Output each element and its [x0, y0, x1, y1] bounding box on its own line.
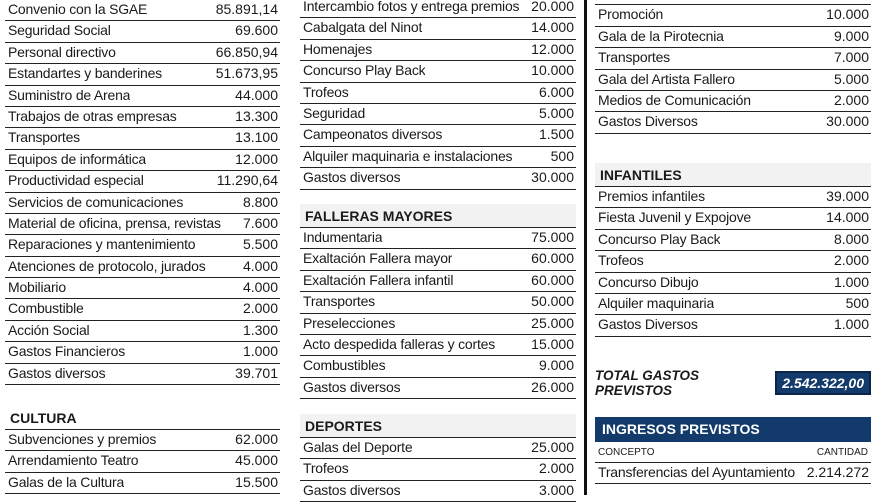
- total-gastos: [595, 368, 871, 398]
- cultura-rows: [5, 430, 280, 494]
- row-value: 7.600: [242, 214, 278, 231]
- row-value: 60.000: [531, 250, 574, 267]
- row-label: Campeonatos diversos: [303, 126, 443, 143]
- table-row: [5, 235, 280, 256]
- row-value: 2.214.272: [806, 463, 869, 480]
- row-value: 45.000: [235, 452, 278, 469]
- table-row: [5, 107, 280, 128]
- table-row: [300, 314, 576, 335]
- table-row: [300, 228, 576, 249]
- table-row: [595, 5, 871, 26]
- table-row: [300, 18, 576, 39]
- table-row: [5, 364, 280, 385]
- row-value: 15.500: [235, 473, 278, 490]
- row-value: 1.000: [242, 343, 278, 360]
- table-row: [300, 125, 576, 146]
- table-row: [300, 40, 576, 61]
- table-row: [300, 356, 576, 377]
- row-label: Exaltación Fallera infantil: [303, 271, 454, 288]
- row-value: 3.000: [538, 481, 574, 498]
- row-label: Intercambio fotos y entrega premios: [303, 0, 520, 14]
- row-label: Transferencias del Ayuntamiento: [598, 463, 795, 480]
- row-value: 25.000: [531, 314, 574, 331]
- row-label: Personal directivo: [8, 43, 116, 60]
- row-label: Premios infantiles: [598, 187, 705, 204]
- row-label: Atenciones de protocolo, jurados: [8, 257, 206, 274]
- table-row: [5, 193, 280, 214]
- row-label: Promoción: [598, 6, 664, 23]
- table-row: [300, 104, 576, 125]
- table-row: [595, 187, 871, 208]
- row-value: 8.000: [833, 230, 869, 247]
- row-value: 13.100: [235, 129, 278, 146]
- table-row: [595, 48, 871, 69]
- table-row: [300, 249, 576, 270]
- row-label: Concurso Play Back: [303, 62, 426, 79]
- table-row: [5, 0, 280, 21]
- row-value: 20.000: [531, 0, 574, 14]
- table-row: [5, 257, 280, 278]
- header-cantidad: CANTIDAD: [816, 447, 868, 458]
- table-row: [595, 315, 871, 336]
- row-value: 50.000: [531, 293, 574, 310]
- row-label: Reparaciones y mantenimiento: [8, 236, 196, 253]
- table-row: [595, 273, 871, 294]
- table-row: [5, 43, 280, 64]
- row-value: 2.000: [242, 300, 278, 317]
- row-label: Alquiler maquinaria e instalaciones: [303, 147, 513, 164]
- row-value: 14.000: [531, 19, 574, 36]
- row-value: 5.500: [242, 236, 278, 253]
- row-value: 25.000: [531, 438, 574, 455]
- row-label: Fiesta Juvenil y Expojove: [598, 209, 751, 226]
- ingresos-column-header: [595, 442, 871, 463]
- row-value: 4.000: [242, 257, 278, 274]
- row-value: 1.000: [833, 316, 869, 333]
- row-label: Suministro de Arena: [8, 86, 131, 103]
- row-value: 500: [845, 294, 869, 311]
- row-value: 39.000: [826, 187, 869, 204]
- row-label: Indumentaria: [303, 228, 383, 245]
- table-row: [5, 451, 280, 472]
- table-row: [595, 230, 871, 251]
- row-value: 4.000: [242, 279, 278, 296]
- table-row: [595, 208, 871, 229]
- row-label: Cabalgata del Ninot: [303, 19, 423, 36]
- row-label: Equipos de informática: [8, 150, 147, 167]
- row-value: 500: [550, 147, 574, 164]
- table-row: [595, 112, 871, 133]
- row-value: 1.500: [538, 126, 574, 143]
- row-label: Gastos diversos: [303, 481, 401, 498]
- row-label: Estandartes y banderines: [8, 65, 162, 82]
- row-label: Productividad especial: [8, 172, 144, 189]
- row-value: 30.000: [826, 113, 869, 130]
- row-value: 10.000: [826, 6, 869, 23]
- table-row: [5, 64, 280, 85]
- deportes-section: [300, 414, 576, 502]
- row-label: Transportes: [8, 129, 80, 146]
- row-value: 14.000: [826, 209, 869, 226]
- table-row: [595, 27, 871, 48]
- row-label: Galas de la Cultura: [8, 473, 125, 490]
- row-label: Combustible: [8, 300, 84, 317]
- table-row: [5, 321, 280, 342]
- table-row: [595, 70, 871, 91]
- section-title-infantiles: INFANTILES: [595, 163, 871, 187]
- row-value: 1.000: [833, 273, 869, 290]
- row-value: 7.000: [833, 49, 869, 66]
- table-row: [5, 342, 280, 363]
- row-label: Transportes: [598, 49, 670, 66]
- table-row: [5, 21, 280, 42]
- row-label: Gastos diversos: [303, 169, 401, 186]
- row-label: Trofeos: [303, 83, 349, 100]
- section-title-cultura: CULTURA: [5, 406, 280, 430]
- row-value: 5.000: [833, 70, 869, 87]
- row-value: 44.000: [235, 86, 278, 103]
- table-row: [5, 128, 280, 149]
- row-label: Galas del Deporte: [303, 438, 413, 455]
- table-row: [595, 251, 871, 272]
- table-row: [300, 83, 576, 104]
- row-value: 62.000: [235, 430, 278, 447]
- row-value: 11.290,64: [216, 172, 278, 189]
- row-label: Trofeos: [303, 460, 349, 477]
- row-value: 15.000: [531, 335, 574, 352]
- row-value: 13.300: [235, 107, 278, 124]
- table-row: [300, 0, 576, 18]
- row-value: 2.000: [833, 252, 869, 269]
- table-row: [300, 168, 576, 189]
- table-row: [300, 335, 576, 356]
- table-row: [595, 463, 871, 484]
- ingresos-section: [595, 417, 871, 484]
- table-row: [5, 171, 280, 192]
- row-label: Transportes: [303, 293, 375, 310]
- row-value: 66.850,94: [215, 43, 278, 60]
- row-value: 12.000: [235, 150, 278, 167]
- row-label: Convenio con la SGAE: [8, 0, 148, 17]
- row-value: 30.000: [531, 169, 574, 186]
- row-label: Trabajos de otras empresas: [8, 107, 177, 124]
- total-value: 2.542.322,00: [775, 371, 871, 395]
- row-label: Seguridad: [303, 104, 366, 121]
- row-label: Acción Social: [8, 321, 90, 338]
- column-divider: [584, 0, 587, 495]
- row-label: Servicios de comunicaciones: [8, 193, 184, 210]
- row-value: 60.000: [531, 271, 574, 288]
- falleras-section: [300, 204, 576, 399]
- table-row: [5, 299, 280, 320]
- row-label: Gastos Financieros: [8, 343, 126, 360]
- row-value: 6.000: [538, 83, 574, 100]
- row-label: Preselecciones: [303, 314, 396, 331]
- row-label: Medios de Comunicación: [598, 91, 751, 108]
- table-row: [300, 292, 576, 313]
- row-value: 39.701: [235, 364, 278, 381]
- table-row: [300, 459, 576, 480]
- row-label: Gastos diversos: [8, 364, 106, 381]
- row-label: Gastos Diversos: [598, 316, 698, 333]
- table-row: [595, 294, 871, 315]
- section-title-falleras: FALLERAS MAYORES: [300, 204, 576, 228]
- general-expenses-list: [5, 0, 280, 385]
- row-label: Gastos Diversos: [598, 113, 698, 130]
- row-value: 26.000: [531, 378, 574, 395]
- row-value: 69.600: [235, 22, 278, 39]
- row-label: Seguridad Social: [8, 22, 111, 39]
- row-label: Alquiler maquinaria: [598, 294, 715, 311]
- row-label: Trofeos: [598, 252, 644, 269]
- row-label: Acto despedida falleras y cortes: [303, 335, 496, 352]
- falleras-rows: [300, 228, 576, 399]
- row-value: 12.000: [531, 40, 574, 57]
- row-label: Exaltación Fallera mayor: [303, 250, 453, 267]
- table-row: [595, 91, 871, 112]
- eventos-expenses-list: [300, 0, 576, 190]
- table-row: [5, 214, 280, 235]
- table-row: [5, 150, 280, 171]
- row-value: 85.891,14: [215, 0, 278, 17]
- row-label: Homenajes: [303, 40, 373, 57]
- table-row: [300, 271, 576, 292]
- table-row: [300, 147, 576, 168]
- table-row: [300, 481, 576, 502]
- row-value: 2.000: [538, 460, 574, 477]
- table-row: [5, 278, 280, 299]
- table-row: [5, 430, 280, 451]
- row-value: 9.000: [538, 357, 574, 374]
- table-row: [5, 86, 280, 107]
- total-label: TOTAL GASTOS PREVISTOS: [595, 368, 700, 398]
- deportes-rows: [300, 438, 576, 502]
- row-value: 10.000: [531, 62, 574, 79]
- row-value: 51.673,95: [215, 65, 278, 82]
- table-row: [300, 61, 576, 82]
- row-label: Gala de la Pirotecnia: [598, 27, 724, 44]
- infantiles-rows: [595, 187, 871, 337]
- row-label: Gala del Artista Fallero: [598, 70, 735, 87]
- row-value: 8.800: [242, 193, 278, 210]
- row-label: Material de oficina, prensa, revistas: [8, 214, 221, 231]
- row-label: Arrendamiento Teatro: [8, 452, 139, 469]
- row-value: 9.000: [833, 27, 869, 44]
- header-concepto: CONCEPTO: [598, 447, 655, 458]
- promocion-rows: [595, 5, 871, 133]
- ingresos-rows: [595, 463, 871, 484]
- table-row: [5, 473, 280, 494]
- infantiles-section: [595, 163, 871, 337]
- row-label: Mobiliario: [8, 279, 66, 296]
- table-row: [300, 378, 576, 399]
- table-row: [300, 438, 576, 459]
- row-value: 1.300: [242, 321, 278, 338]
- promocion-expenses-list: [595, 0, 871, 134]
- row-value: 5.000: [538, 104, 574, 121]
- cultura-section: [5, 406, 280, 494]
- row-label: Gastos diversos: [303, 378, 401, 395]
- row-label: Concurso Dibujo: [598, 273, 699, 290]
- section-title-ingresos: INGRESOS PREVISTOS: [595, 417, 871, 442]
- row-value: 75.000: [531, 228, 574, 245]
- row-label: Combustibles: [303, 357, 386, 374]
- row-label: Concurso Play Back: [598, 230, 721, 247]
- row-value: 2.000: [833, 91, 869, 108]
- section-title-deportes: DEPORTES: [300, 414, 576, 438]
- row-label: Subvenciones y premios: [8, 430, 157, 447]
